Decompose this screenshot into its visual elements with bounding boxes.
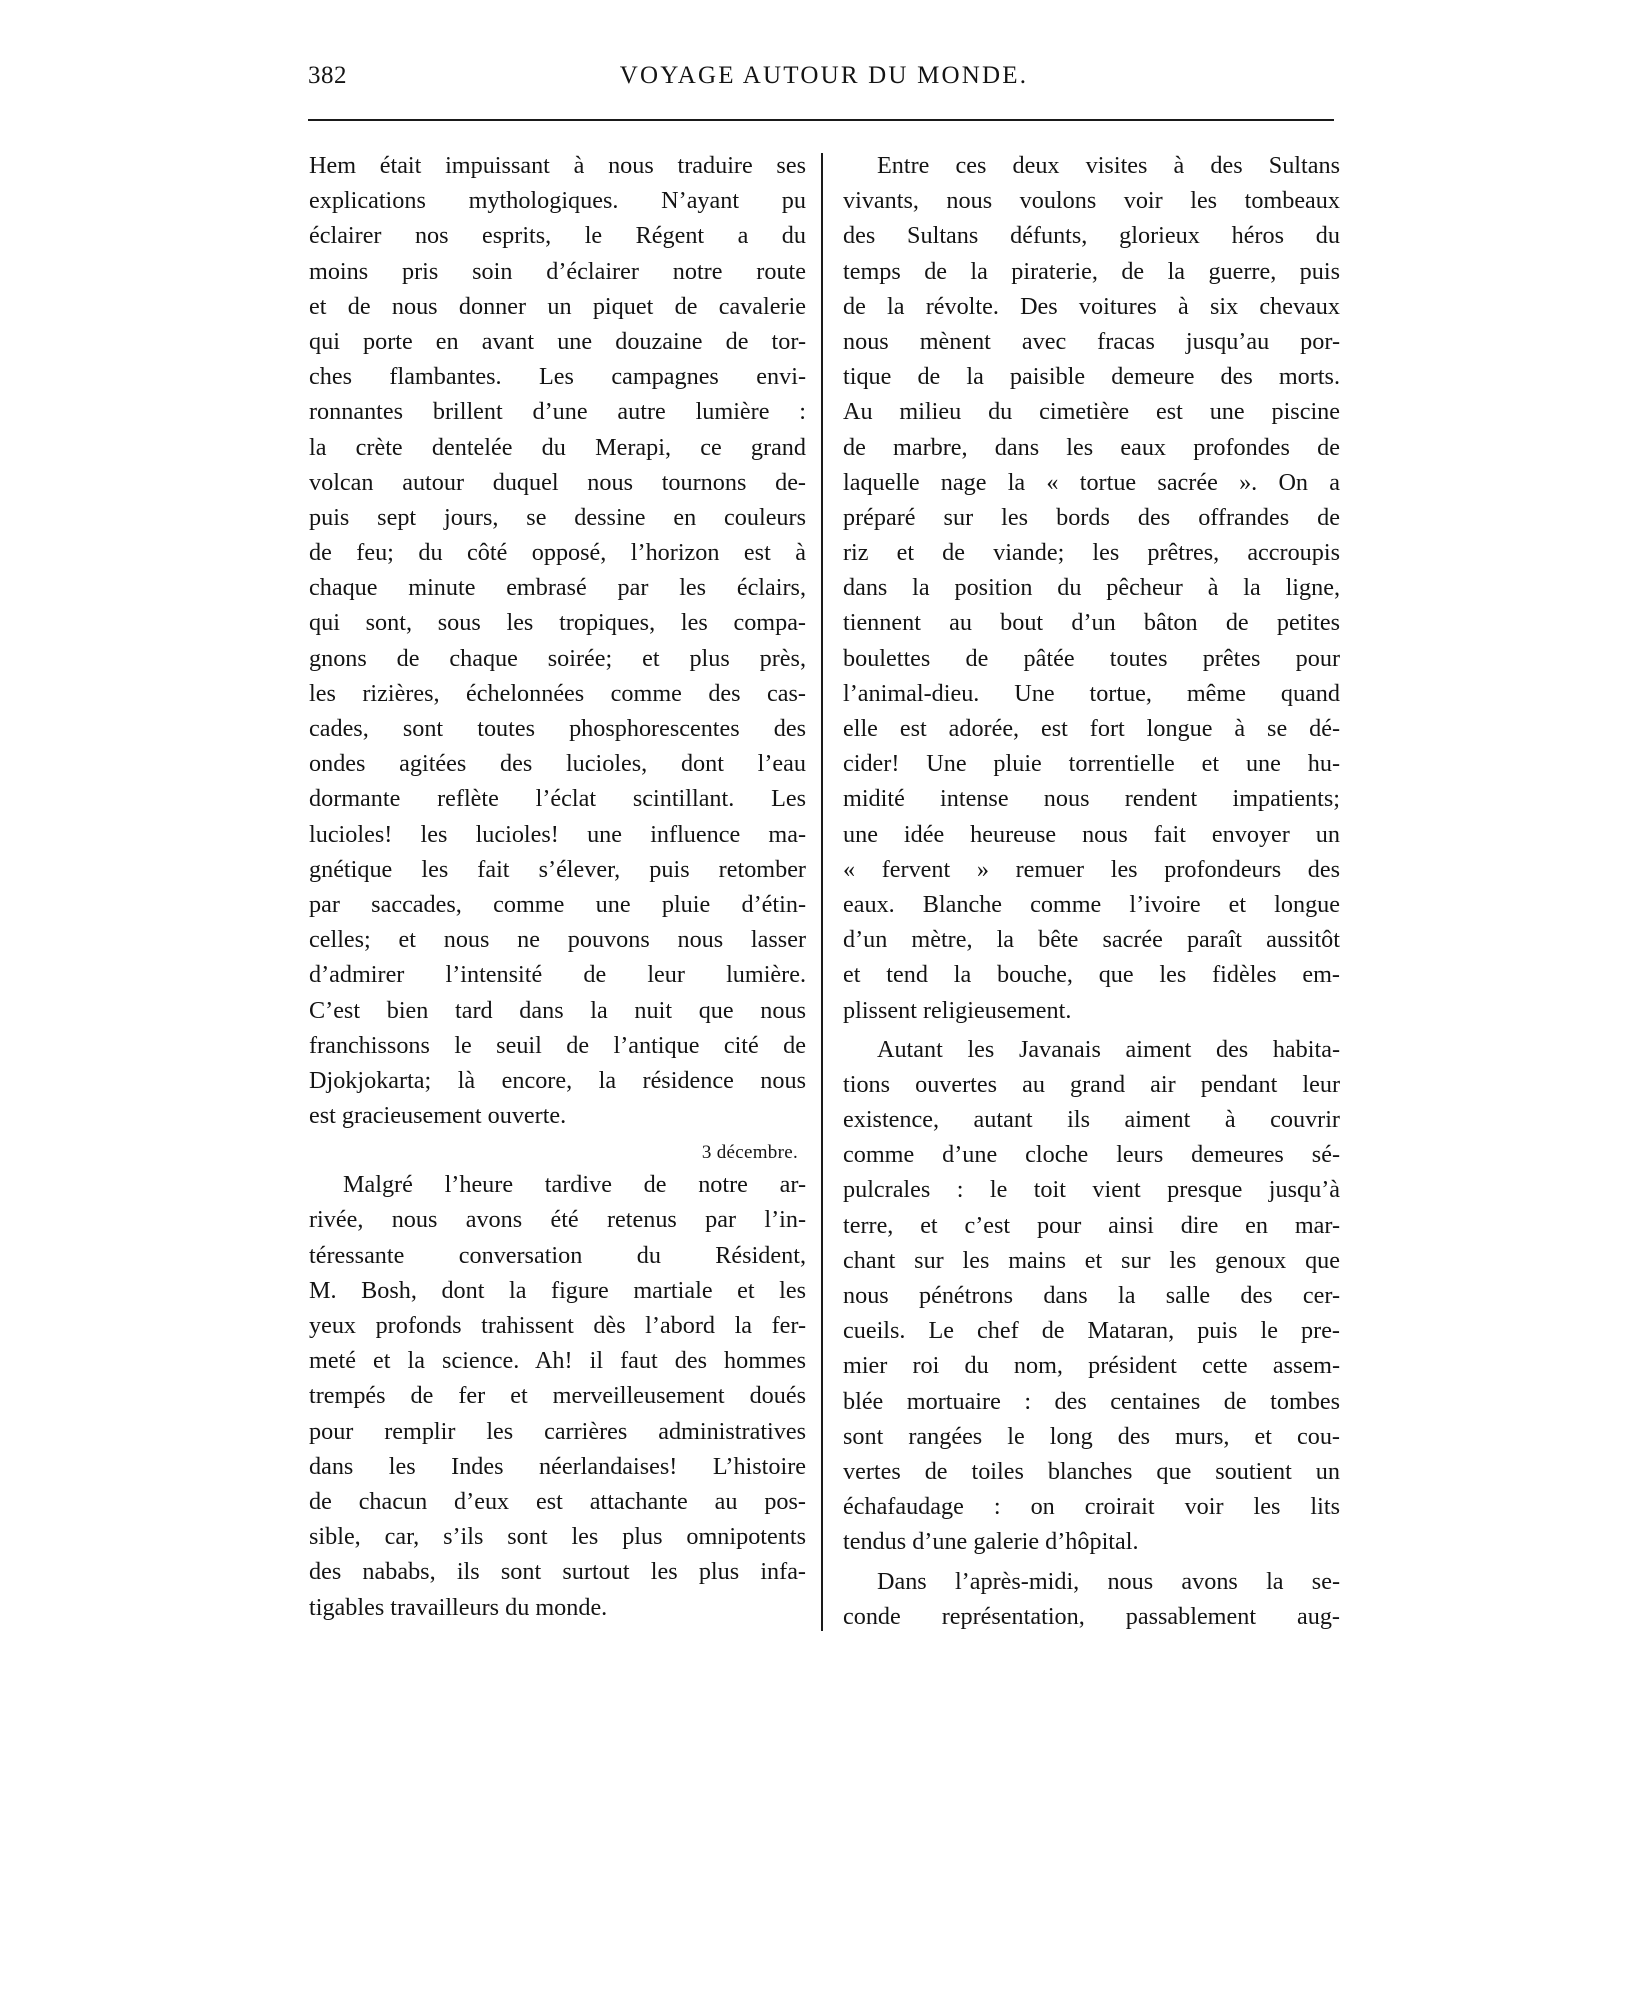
text-line: téressante conversation du Résident,	[309, 1241, 806, 1269]
column-divider	[821, 153, 823, 1631]
text-line: préparé sur les bords des offrandes de	[843, 503, 1340, 531]
text-line: rivée, nous avons été retenus par l’in-	[309, 1206, 806, 1234]
running-title: VOYAGE AUTOUR DU MONDE.	[619, 62, 1029, 89]
text-line: blée mortuaire : des centaines de tombes	[843, 1387, 1340, 1415]
text-line: d’un mètre, la bête sacrée paraît aussitôt	[843, 926, 1340, 954]
text-line: plissent religieusement.	[843, 996, 1072, 1024]
page-number: 382	[308, 62, 347, 89]
text-line: chant sur les mains et sur les genoux que	[843, 1246, 1340, 1274]
text-line: conde représentation, passablement aug-	[843, 1602, 1340, 1630]
text-line: Dans l’après-midi, nous avons la se-	[877, 1567, 1340, 1595]
text-line: est gracieusement ouverte.	[309, 1102, 567, 1130]
text-line: nous pénétrons dans la salle des cer-	[843, 1282, 1340, 1309]
text-line: M. Bosh, dont la figure martiale et les	[309, 1276, 806, 1304]
text-line: sont rangées le long des murs, et cou-	[843, 1422, 1340, 1450]
text-line: meté et la science. Ah! il faut des hommes	[309, 1347, 806, 1375]
paragraph	[843, 148, 1340, 1028]
text-line: ches flambantes. Les campagnes envi-	[309, 363, 806, 391]
text-line: de marbre, dans les eaux profondes de	[843, 433, 1340, 461]
right-column	[843, 148, 1340, 1634]
text-line: gnétique les fait s’élever, puis retomber	[309, 855, 806, 883]
header-rule	[308, 119, 1334, 121]
text-line: cueils. Le chef de Mataran, puis le pre-	[843, 1317, 1340, 1345]
text-line: pulcrales : le toit vient presque jusqu’à	[843, 1176, 1340, 1204]
text-line: la crète dentelée du Merapi, ce grand	[309, 433, 806, 461]
text-line: d’admirer l’intensité de leur lumière.	[309, 961, 806, 989]
text-line: les rizières, échelonnées comme des cas-	[309, 679, 806, 707]
text-line: C’est bien tard dans la nuit que nous	[309, 996, 806, 1024]
text-line: boulettes de pâtée toutes prêtes pour	[843, 644, 1340, 672]
text-line: Au milieu du cimetière est une piscine	[843, 398, 1340, 426]
text-line: Djokjokarta; là encore, la résidence nous	[309, 1066, 806, 1094]
text-line: pour remplir les carrières administratives	[309, 1417, 806, 1445]
text-line: yeux profonds trahissent dès l’abord la fer-	[309, 1312, 806, 1339]
text-line: Malgré l’heure tardive de notre ar-	[343, 1171, 806, 1199]
text-line: midité intense nous rendent impatients;	[843, 785, 1340, 813]
text-line: qui sont, sous les tropiques, les compa-	[309, 609, 806, 637]
text-line: Hem était impuissant à nous traduire ses	[309, 152, 806, 179]
text-line: tendus d’une galerie d’hôpital.	[843, 1528, 1139, 1556]
text-line: sible, car, s’ils sont les plus omnipotents	[309, 1523, 806, 1551]
text-line: comme d’une cloche leurs demeures sé-	[843, 1141, 1340, 1169]
text-line: l’animal-dieu. Une tortue, même quand	[843, 679, 1340, 707]
text-line: existence, autant ils aiment à couvrir	[843, 1106, 1340, 1134]
text-line: éclairer nos esprits, le Régent a du	[309, 222, 806, 250]
text-line: « fervent » remuer les profondeurs des	[843, 855, 1340, 883]
text-line: des nababs, ils sont surtout les plus infa-	[309, 1558, 806, 1586]
text-line: tiennent au bout d’un bâton de petites	[843, 609, 1340, 637]
paragraph	[309, 148, 806, 1133]
text-line: terre, et c’est pour ainsi dire en mar-	[843, 1211, 1340, 1239]
text-line: une idée heureuse nous fait envoyer un	[843, 820, 1340, 848]
text-line: qui porte en avant une douzaine de tor-	[309, 327, 806, 355]
text-line: Autant les Javanais aiment des habita-	[877, 1035, 1340, 1063]
text-line: cider! Une pluie torrentielle et une hu-	[843, 750, 1340, 778]
text-line: laquelle nage la « tortue sacrée ». On a	[843, 468, 1340, 496]
text-line: de feu; du côté opposé, l’horizon est à	[309, 539, 806, 567]
text-line: échafaudage : on croirait voir les lits	[843, 1493, 1340, 1521]
text-line: de la révolte. Des voitures à six chevaux	[843, 292, 1340, 320]
text-line: dans les Indes néerlandaises! L’histoire	[309, 1452, 806, 1480]
text-line: Entre ces deux visites à des Sultans	[877, 152, 1340, 179]
text-line: et tend la bouche, que les fidèles em-	[843, 961, 1340, 989]
running-head	[308, 62, 1332, 102]
text-line: ondes agitées des lucioles, dont l’eau	[309, 750, 806, 778]
text-line: des Sultans défunts, glorieux héros du	[843, 222, 1340, 250]
text-line: vertes de toiles blanches que soutient un	[843, 1457, 1340, 1485]
text-line: puis sept jours, se dessine en couleurs	[309, 503, 806, 531]
text-line: nous mènent avec fracas jusqu’au por-	[843, 327, 1340, 355]
text-line: par saccades, comme une pluie d’étin-	[309, 890, 806, 918]
text-line: gnons de chaque soirée; et plus près,	[309, 644, 806, 672]
paragraph	[843, 1032, 1340, 1560]
text-line: ronnantes brillent d’une autre lumière :	[309, 398, 806, 426]
text-line: temps de la piraterie, de la guerre, puis	[843, 257, 1340, 285]
text-line: moins pris soin d’éclairer notre route	[309, 257, 806, 285]
paragraph	[309, 1167, 806, 1624]
left-column	[309, 148, 806, 1625]
text-line: tique de la paisible demeure des morts.	[843, 363, 1340, 391]
text-line: cades, sont toutes phosphorescentes des	[309, 715, 806, 742]
text-line: tigables travailleurs du monde.	[309, 1593, 608, 1621]
text-line: mier roi du nom, président cette assem-	[843, 1352, 1340, 1380]
text-line: explications mythologiques. N’ayant pu	[309, 187, 806, 215]
text-line: riz et de viande; les prêtres, accroupis	[843, 539, 1340, 567]
paragraph	[843, 1564, 1340, 1634]
text-line: dans la position du pêcheur à la ligne,	[843, 574, 1340, 602]
text-line: vivants, nous voulons voir les tombeaux	[843, 187, 1340, 215]
text-line: chaque minute embrasé par les éclairs,	[309, 574, 806, 602]
text-line: de chacun d’eux est attachante au pos-	[309, 1487, 806, 1515]
text-line: celles; et nous ne pouvons nous lasser	[309, 926, 806, 954]
text-line: elle est adorée, est fort longue à se dé-	[843, 715, 1340, 742]
text-line: franchissons le seuil de l’antique cité de	[309, 1031, 806, 1059]
text-line: lucioles! les lucioles! une influence ma-	[309, 820, 806, 848]
date-heading: 3 décembre.	[701, 1142, 798, 1164]
text-line: volcan autour duquel nous tournons de-	[309, 468, 806, 496]
text-line: eaux. Blanche comme l’ivoire et longue	[843, 890, 1340, 918]
text-line: dormante reflète l’éclat scintillant. Les	[309, 785, 806, 813]
text-line: trempés de fer et merveilleusement doués	[309, 1382, 806, 1410]
text-line: et de nous donner un piquet de cavalerie	[309, 292, 806, 320]
text-line: tions ouvertes au grand air pendant leur	[843, 1070, 1340, 1098]
